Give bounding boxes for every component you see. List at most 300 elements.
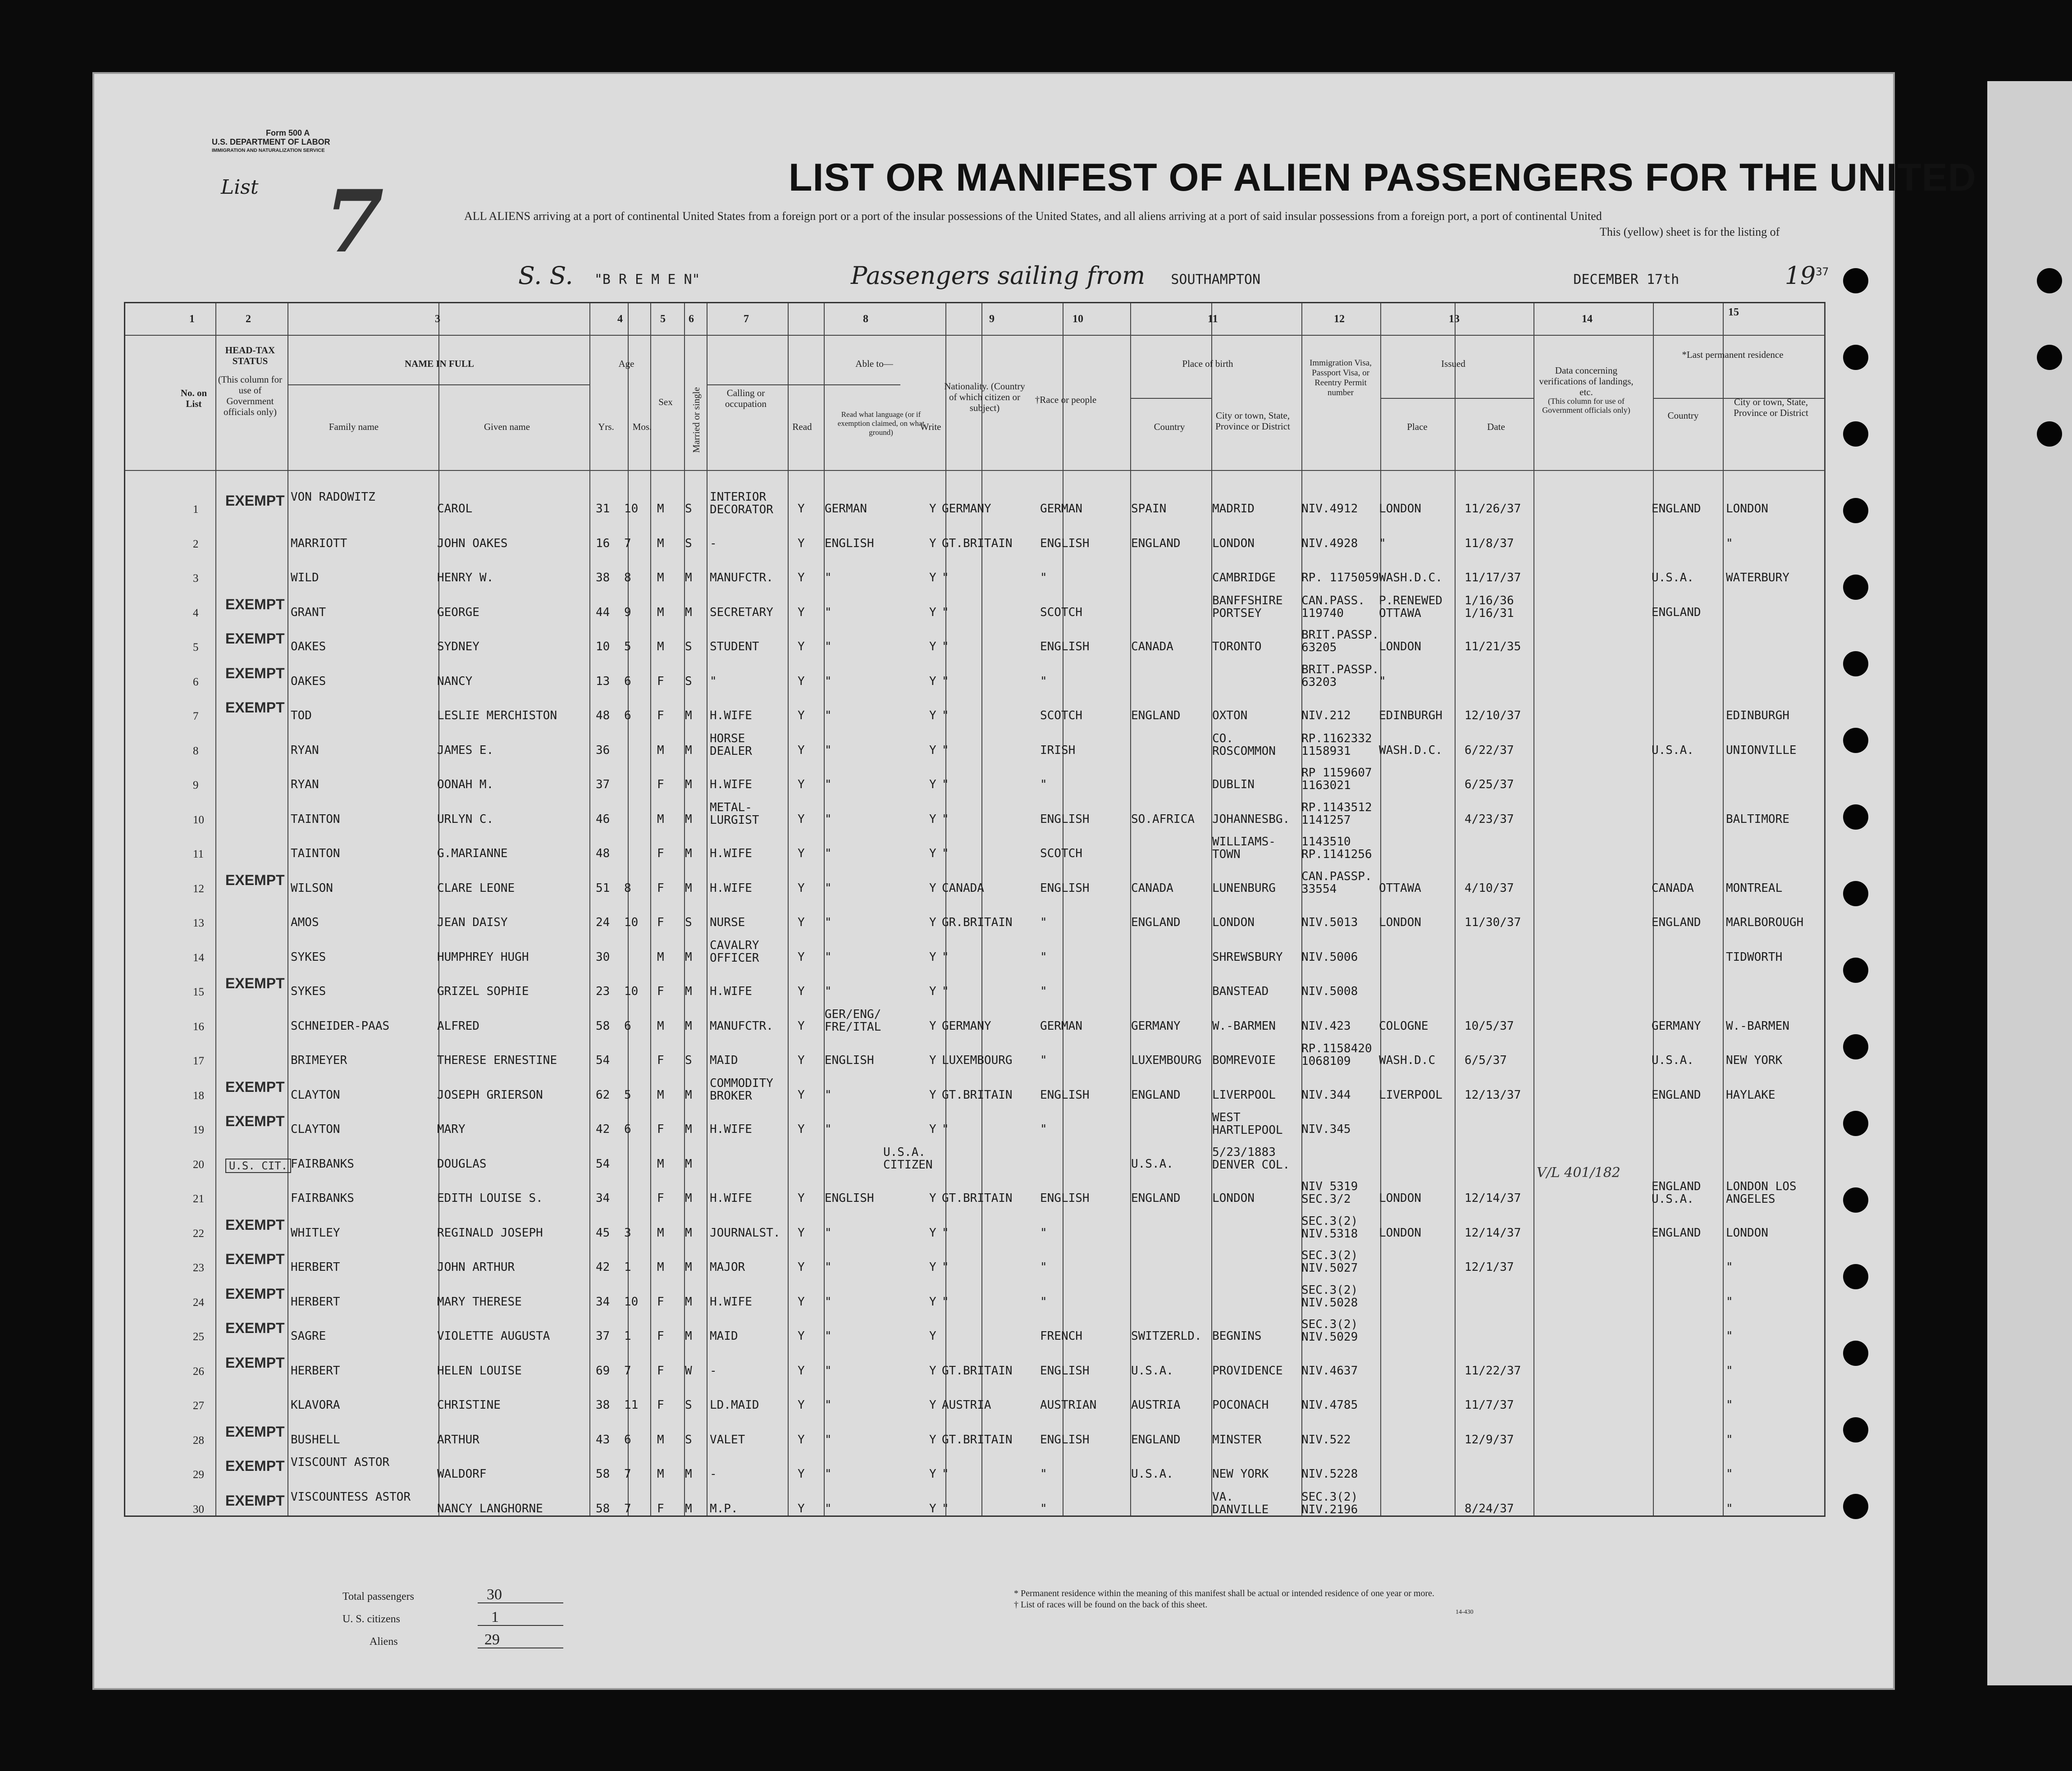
- birth-country-cell: AUSTRIA: [1131, 1398, 1181, 1412]
- header-residence-country: Country: [1667, 410, 1699, 421]
- column-number: 7: [744, 313, 749, 325]
- nationality-cell: ": [942, 605, 949, 619]
- nationality-cell: GR.BRITAIN: [942, 916, 1013, 929]
- write-cell: Y: [929, 916, 936, 929]
- family-name-cell: SYKES: [291, 985, 326, 998]
- head-tax-status: EXEMPT: [225, 630, 285, 647]
- header-nationality: Nationality. (Country of which citizen or subject): [944, 381, 1025, 413]
- residence-city-cell: BALTIMORE: [1726, 812, 1789, 826]
- read-language-cell: ENGLISH: [825, 1054, 874, 1067]
- read-language-cell: ": [825, 812, 832, 826]
- header-write: Write: [920, 421, 941, 432]
- visa-number-cell: NIV.5013: [1301, 916, 1358, 929]
- row-number: 5: [193, 641, 199, 653]
- read-cell: Y: [798, 1123, 805, 1136]
- birth-city-cell: CAMBRIDGE: [1212, 571, 1276, 584]
- write-cell: Y: [929, 1260, 936, 1274]
- birth-city-cell: NEW YORK: [1212, 1467, 1269, 1481]
- marital-status-cell: M: [685, 1467, 692, 1481]
- given-name-cell: JOHN ARTHUR: [437, 1260, 515, 1274]
- age-years-cell: 48: [596, 709, 610, 722]
- residence-city-cell: EDINBURGH: [1726, 709, 1789, 722]
- marital-status-cell: M: [685, 881, 692, 895]
- residence-country-cell: U.S.A.: [1652, 1054, 1694, 1067]
- head-tax-status: EXEMPT: [225, 1285, 285, 1302]
- head-tax-status: EXEMPT: [225, 1492, 285, 1509]
- binder-hole: [1843, 421, 1868, 447]
- header-head-tax: HEAD-TAX STATUS: [225, 345, 275, 366]
- issued-date-cell: 11/30/37: [1465, 916, 1521, 929]
- read-cell: Y: [798, 847, 805, 860]
- residence-country-cell: ENGLAND: [1652, 916, 1701, 929]
- sex-cell: M: [657, 640, 664, 653]
- write-cell: Y: [929, 674, 936, 688]
- header-read: Read: [792, 421, 812, 432]
- read-cell: Y: [798, 1398, 805, 1412]
- age-years-cell: 31: [596, 502, 610, 516]
- binder-hole: [1843, 498, 1868, 523]
- row-number: 28: [193, 1434, 204, 1447]
- write-cell: Y: [929, 985, 936, 998]
- column-number: 2: [246, 313, 251, 325]
- marital-status-cell: M: [685, 1295, 692, 1309]
- occupation-cell: H.WIFE: [710, 881, 752, 895]
- read-language-cell: ": [825, 916, 832, 929]
- age-years-cell: 42: [596, 1260, 610, 1274]
- sex-cell: F: [657, 847, 664, 860]
- given-name-cell: THERESE ERNESTINE: [437, 1054, 557, 1067]
- visa-number-cell: NIV.5228: [1301, 1467, 1358, 1481]
- visa-number-cell: RP.1158420 1068109: [1301, 1042, 1372, 1068]
- marital-status-cell: M: [685, 1502, 692, 1515]
- given-name-cell: GEORGE: [437, 605, 479, 619]
- write-cell: Y: [929, 1329, 936, 1343]
- residence-country-cell: ENGLAND: [1652, 1088, 1701, 1102]
- race-cell: ": [1040, 1226, 1047, 1240]
- read-cell: Y: [798, 881, 805, 895]
- write-cell: Y: [929, 709, 936, 722]
- read-language-cell: ": [825, 1398, 832, 1412]
- race-cell: ENGLISH: [1040, 640, 1090, 653]
- sex-cell: M: [657, 605, 664, 619]
- marital-status-cell: M: [685, 1019, 692, 1033]
- birth-city-cell: OXTON: [1212, 709, 1248, 722]
- birth-city-cell: 5/23/1883 DENVER COL.: [1212, 1145, 1290, 1172]
- age-years-cell: 38: [596, 1398, 610, 1412]
- race-cell: IRISH: [1040, 743, 1076, 757]
- birth-city-cell: POCONACH: [1212, 1398, 1269, 1412]
- sex-cell: F: [657, 1398, 664, 1412]
- marital-status-cell: M: [685, 571, 692, 584]
- race-cell: ENGLISH: [1040, 1433, 1090, 1447]
- sailing-date: DECEMBER 17th: [1573, 272, 1680, 288]
- visa-number-cell: RP.1143512 1141257: [1301, 800, 1372, 827]
- family-name-cell: MARRIOTT: [291, 536, 347, 550]
- age-months-cell: 7: [624, 1364, 631, 1378]
- occupation-cell: MANUFCTR.: [710, 571, 773, 584]
- occupation-cell: -: [710, 1467, 717, 1481]
- head-tax-status: EXEMPT: [225, 975, 285, 991]
- row-number: 9: [193, 779, 199, 791]
- marital-status-cell: M: [685, 1226, 692, 1240]
- read-language-cell: ": [825, 1088, 832, 1102]
- family-name-cell: SYKES: [291, 950, 326, 964]
- read-cell: Y: [798, 743, 805, 757]
- header-residence-city: City or town, State, Province or District: [1734, 397, 1808, 418]
- family-name-cell: SCHNEIDER-PAAS: [291, 1019, 390, 1033]
- issued-place-cell: EDINBURGH: [1379, 709, 1442, 722]
- manifest-table: [124, 302, 1826, 1517]
- given-name-cell: ARTHUR: [437, 1433, 479, 1447]
- read-language-cell: ": [825, 1433, 832, 1447]
- nationality-cell: ": [942, 985, 949, 998]
- sex-cell: F: [657, 1054, 664, 1067]
- nationality-cell: ": [942, 674, 949, 688]
- read-cell: Y: [798, 1433, 805, 1447]
- residence-country-cell: GERMANY: [1652, 1019, 1701, 1033]
- marital-status-cell: M: [685, 847, 692, 860]
- row-number: 27: [193, 1400, 204, 1412]
- age-years-cell: 10: [596, 640, 610, 653]
- nationality-cell: ": [942, 709, 949, 722]
- race-cell: SCOTCH: [1040, 605, 1082, 619]
- binder-hole: [2037, 345, 2062, 370]
- occupation-cell: METAL- LURGIST: [710, 800, 759, 827]
- read-cell: Y: [798, 1226, 805, 1240]
- sex-cell: M: [657, 1088, 664, 1102]
- nationality-cell: ": [942, 743, 949, 757]
- head-tax-status: EXEMPT: [225, 1078, 285, 1095]
- column-number: 14: [1582, 313, 1593, 325]
- family-name-cell: FAIRBANKS: [291, 1191, 354, 1205]
- issued-place-cell: WASH.D.C: [1379, 1054, 1436, 1067]
- age-years-cell: 48: [596, 847, 610, 860]
- write-cell: Y: [929, 536, 936, 550]
- header-birth-country: Country: [1154, 421, 1185, 432]
- birth-country-cell: U.S.A.: [1131, 1157, 1173, 1171]
- marital-status-cell: M: [685, 1260, 692, 1274]
- read-cell: Y: [798, 1054, 805, 1067]
- birth-city-cell: LIVERPOOL: [1212, 1088, 1276, 1102]
- birth-city-cell: WILLIAMS- TOWN: [1212, 835, 1276, 861]
- age-years-cell: 38: [596, 571, 610, 584]
- age-years-cell: 42: [596, 1123, 610, 1136]
- write-cell: Y: [929, 1226, 936, 1240]
- nationality-cell: ": [942, 812, 949, 826]
- header-issued-place: Place: [1407, 421, 1428, 432]
- occupation-cell: H.WIFE: [710, 1295, 752, 1309]
- age-months-cell: 7: [624, 536, 631, 550]
- nationality-cell: ": [942, 1467, 949, 1481]
- family-name-cell: WILD: [291, 571, 319, 584]
- issued-date-cell: 1/16/36 1/16/31: [1465, 593, 1514, 620]
- issued-place-cell: LONDON: [1379, 1191, 1421, 1205]
- age-years-cell: 54: [596, 1054, 610, 1067]
- occupation-cell: H.WIFE: [710, 847, 752, 860]
- row-number: 30: [193, 1503, 204, 1515]
- head-tax-status: EXEMPT: [225, 872, 285, 888]
- sex-cell: F: [657, 674, 664, 688]
- sex-cell: F: [657, 1329, 664, 1343]
- issued-place-cell: COLOGNE: [1379, 1019, 1428, 1033]
- issued-place-cell: LIVERPOOL: [1379, 1088, 1442, 1102]
- row-number: 12: [193, 882, 204, 895]
- header-yrs: Yrs.: [598, 421, 614, 432]
- binder-hole: [1843, 1494, 1868, 1519]
- given-name-cell: CLARE LEONE: [437, 881, 515, 895]
- sex-cell: M: [657, 536, 664, 550]
- column-number: 9: [989, 313, 995, 325]
- age-months-cell: 9: [624, 605, 631, 619]
- nationality-cell: GT.BRITAIN: [942, 1191, 1013, 1205]
- footnote-residence: * Permanent residence within the meaning of this manifest shall be actual or intended residence of one year or more.: [1014, 1588, 1435, 1598]
- header-able-to: Able to—: [855, 358, 893, 369]
- read-cell: Y: [798, 1191, 805, 1205]
- race-cell: ENGLISH: [1040, 1364, 1090, 1378]
- read-cell: Y: [798, 502, 805, 516]
- read-cell: Y: [798, 985, 805, 998]
- sex-cell: M: [657, 1226, 664, 1240]
- age-months-cell: 8: [624, 881, 631, 895]
- marital-status-cell: M: [685, 1123, 692, 1136]
- row-number: 20: [193, 1158, 204, 1171]
- occupation-cell: H.WIFE: [710, 709, 752, 722]
- age-months-cell: 6: [624, 709, 631, 722]
- marital-status-cell: S: [685, 1433, 692, 1447]
- row-number: 18: [193, 1089, 204, 1102]
- sex-cell: M: [657, 950, 664, 964]
- column-number: 12: [1334, 313, 1345, 325]
- read-language-cell: ": [825, 778, 832, 791]
- read-cell: Y: [798, 1364, 805, 1378]
- header-issued-date: Date: [1487, 421, 1505, 432]
- given-name-cell: CAROL: [437, 502, 473, 516]
- birth-city-cell: LONDON: [1212, 536, 1255, 550]
- visa-number-cell: SEC.3(2) NIV.5028: [1301, 1283, 1358, 1310]
- birth-country-cell: U.S.A.: [1131, 1364, 1173, 1378]
- write-cell: Y: [929, 502, 936, 516]
- family-name-cell: OAKES: [291, 640, 326, 653]
- marital-status-cell: M: [685, 950, 692, 964]
- write-cell: Y: [929, 1433, 936, 1447]
- given-name-cell: CHRISTINE: [437, 1398, 501, 1412]
- race-cell: ": [1040, 1260, 1047, 1274]
- read-cell: Y: [798, 1467, 805, 1481]
- occupation-cell: -: [710, 1364, 717, 1378]
- nationality-cell: LUXEMBOURG: [942, 1054, 1013, 1067]
- sex-cell: F: [657, 985, 664, 998]
- residence-city-cell: ": [1726, 1295, 1733, 1309]
- family-name-cell: WHITLEY: [291, 1226, 340, 1240]
- issued-place-cell: LONDON: [1379, 1226, 1421, 1240]
- occupation-cell: COMMODITY BROKER: [710, 1076, 773, 1103]
- binder-hole: [1843, 1187, 1868, 1213]
- age-years-cell: 37: [596, 778, 610, 791]
- row-number: 3: [193, 572, 199, 584]
- header-family-name: Family name: [329, 421, 379, 432]
- age-months-cell: 8: [624, 571, 631, 584]
- read-language-cell: GERMAN: [825, 502, 867, 516]
- issued-date-cell: 11/21/35: [1465, 640, 1521, 653]
- given-name-cell: OONAH M.: [437, 778, 494, 791]
- nationality-cell: ": [942, 950, 949, 964]
- occupation-cell: NURSE: [710, 916, 745, 929]
- age-years-cell: 16: [596, 536, 610, 550]
- visa-number-cell: BRIT.PASSP. 63205: [1301, 628, 1379, 654]
- given-name-cell: GRIZEL SOPHIE: [437, 985, 529, 998]
- read-language-cell: ": [825, 950, 832, 964]
- race-cell: ": [1040, 1054, 1047, 1067]
- family-name-cell: CLAYTON: [291, 1088, 340, 1102]
- marital-status-cell: M: [685, 1088, 692, 1102]
- row-number: 29: [193, 1469, 204, 1481]
- issued-date-cell: 12/9/37: [1465, 1433, 1514, 1447]
- header-issued: Issued: [1441, 358, 1465, 369]
- issued-date-cell: 11/8/37: [1465, 536, 1514, 550]
- sailing-label: Passengers sailing from: [850, 261, 1146, 290]
- binder-hole: [1843, 881, 1868, 906]
- issued-date-cell: 11/26/37: [1465, 502, 1521, 516]
- given-name-cell: DOUGLAS: [437, 1157, 487, 1171]
- age-months-cell: 10: [624, 502, 639, 516]
- given-name-cell: MARY THERESE: [437, 1295, 522, 1309]
- given-name-cell: URLYN C.: [437, 812, 494, 826]
- write-cell: Y: [929, 640, 936, 653]
- birth-country-cell: CANADA: [1131, 881, 1173, 895]
- age-years-cell: 62: [596, 1088, 610, 1102]
- age-years-cell: 43: [596, 1433, 610, 1447]
- head-tax-status: U.S. CIT.: [225, 1159, 291, 1173]
- residence-city-cell: NEW YORK: [1726, 1054, 1783, 1067]
- read-cell: Y: [798, 916, 805, 929]
- sex-cell: F: [657, 881, 664, 895]
- birth-country-cell: ENGLAND: [1131, 1433, 1181, 1447]
- marital-status-cell: M: [685, 985, 692, 998]
- write-cell: Y: [929, 1054, 936, 1067]
- nationality-cell: ": [942, 1502, 949, 1515]
- race-cell: SCOTCH: [1040, 847, 1082, 860]
- row-number: 14: [193, 951, 204, 964]
- residence-city-cell: ": [1726, 1329, 1733, 1343]
- residence-city-cell: ": [1726, 1433, 1733, 1447]
- birth-country-cell: ENGLAND: [1131, 916, 1181, 929]
- row-number: 17: [193, 1055, 204, 1067]
- age-years-cell: 45: [596, 1226, 610, 1240]
- visa-number-cell: NIV.5008: [1301, 985, 1358, 998]
- race-cell: ENGLISH: [1040, 1088, 1090, 1102]
- residence-city-cell: WATERBURY: [1726, 571, 1789, 584]
- age-years-cell: 44: [596, 605, 610, 619]
- write-cell: Y: [929, 743, 936, 757]
- read-language-cell: ": [825, 1364, 832, 1378]
- visa-number-cell: NIV.4928: [1301, 536, 1358, 550]
- header-landings-note: (This column for use of Government officials only): [1542, 397, 1630, 415]
- given-name-cell: WALDORF: [437, 1467, 487, 1481]
- birth-country-cell: ENGLAND: [1131, 1088, 1181, 1102]
- visa-number-cell: NIV.4785: [1301, 1398, 1358, 1412]
- residence-city-cell: LONDON: [1726, 1226, 1768, 1240]
- issued-place-cell: WASH.D.C.: [1379, 743, 1442, 757]
- race-cell: GERMAN: [1040, 502, 1082, 516]
- race-cell: SCOTCH: [1040, 709, 1082, 722]
- family-name-cell: RYAN: [291, 778, 319, 791]
- row-number: 10: [193, 813, 204, 826]
- row-number: 2: [193, 538, 199, 550]
- occupation-cell: H.WIFE: [710, 778, 752, 791]
- head-tax-status: EXEMPT: [225, 665, 285, 681]
- birth-city-cell: LUNENBURG: [1212, 881, 1276, 895]
- race-cell: ": [1040, 950, 1047, 964]
- row-number: 24: [193, 1296, 204, 1309]
- read-language-cell: ": [825, 571, 832, 584]
- age-years-cell: 37: [596, 1329, 610, 1343]
- write-cell: Y: [929, 847, 936, 860]
- nationality-cell: ": [942, 1226, 949, 1240]
- head-tax-status: EXEMPT: [225, 1251, 285, 1267]
- occupation-cell: SECRETARY: [710, 605, 773, 619]
- nationality-cell: GT.BRITAIN: [942, 1433, 1013, 1447]
- head-tax-status: EXEMPT: [225, 1216, 285, 1233]
- read-language-cell: ": [825, 605, 832, 619]
- write-cell: Y: [929, 778, 936, 791]
- read-cell: Y: [798, 1295, 805, 1309]
- nationality-cell: AUSTRIA: [942, 1398, 991, 1412]
- write-cell: Y: [929, 605, 936, 619]
- read-cell: Y: [798, 1260, 805, 1274]
- read-cell: Y: [798, 1019, 805, 1033]
- department: U.S. DEPARTMENT OF LABOR: [212, 137, 330, 146]
- write-cell: Y: [929, 571, 936, 584]
- issued-place-cell: LONDON: [1379, 640, 1421, 653]
- ss-label: S. S.: [518, 261, 573, 290]
- residence-country-cell: ENGLAND: [1652, 1226, 1701, 1240]
- age-years-cell: 51: [596, 881, 610, 895]
- race-cell: ENGLISH: [1040, 881, 1090, 895]
- family-name-cell: SAGRE: [291, 1329, 326, 1343]
- race-cell: ": [1040, 778, 1047, 791]
- age-months-cell: 3: [624, 1226, 631, 1240]
- issued-date-cell: 12/13/37: [1465, 1088, 1521, 1102]
- issued-place-cell: LONDON: [1379, 502, 1421, 516]
- binder-hole: [2037, 421, 2062, 447]
- issued-date-cell: 12/14/37: [1465, 1191, 1521, 1205]
- row-number: 4: [193, 607, 199, 619]
- subtitle-line-2: This (yellow) sheet is for the listing of: [1600, 225, 1780, 238]
- handwritten-annotation: V/L 401/182: [1537, 1165, 1620, 1181]
- birth-city-cell: BOMREVOIE: [1212, 1054, 1276, 1067]
- residence-country-cell: U.S.A.: [1652, 743, 1694, 757]
- family-name-cell: OAKES: [291, 674, 326, 688]
- occupation-cell: H.WIFE: [710, 985, 752, 998]
- race-cell: ": [1040, 1502, 1047, 1515]
- age-years-cell: 13: [596, 674, 610, 688]
- sex-cell: M: [657, 812, 664, 826]
- birth-city-cell: W.-BARMEN: [1212, 1019, 1276, 1033]
- read-cell: Y: [798, 1088, 805, 1102]
- row-number: 15: [193, 986, 204, 998]
- issued-place-cell: ": [1379, 536, 1386, 550]
- us-citizens-value: 1: [491, 1609, 499, 1625]
- marital-status-cell: M: [685, 709, 692, 722]
- issued-date-cell: 11/7/37: [1465, 1398, 1514, 1412]
- residence-city-cell: ": [1726, 1398, 1733, 1412]
- year-prefix: 19: [1784, 261, 1816, 290]
- header-race: †Race or people: [1035, 394, 1097, 405]
- binder-hole: [1843, 268, 1868, 293]
- read-language-cell: ENGLISH: [825, 536, 874, 550]
- race-cell: GERMAN: [1040, 1019, 1082, 1033]
- read-language-cell: ": [825, 985, 832, 998]
